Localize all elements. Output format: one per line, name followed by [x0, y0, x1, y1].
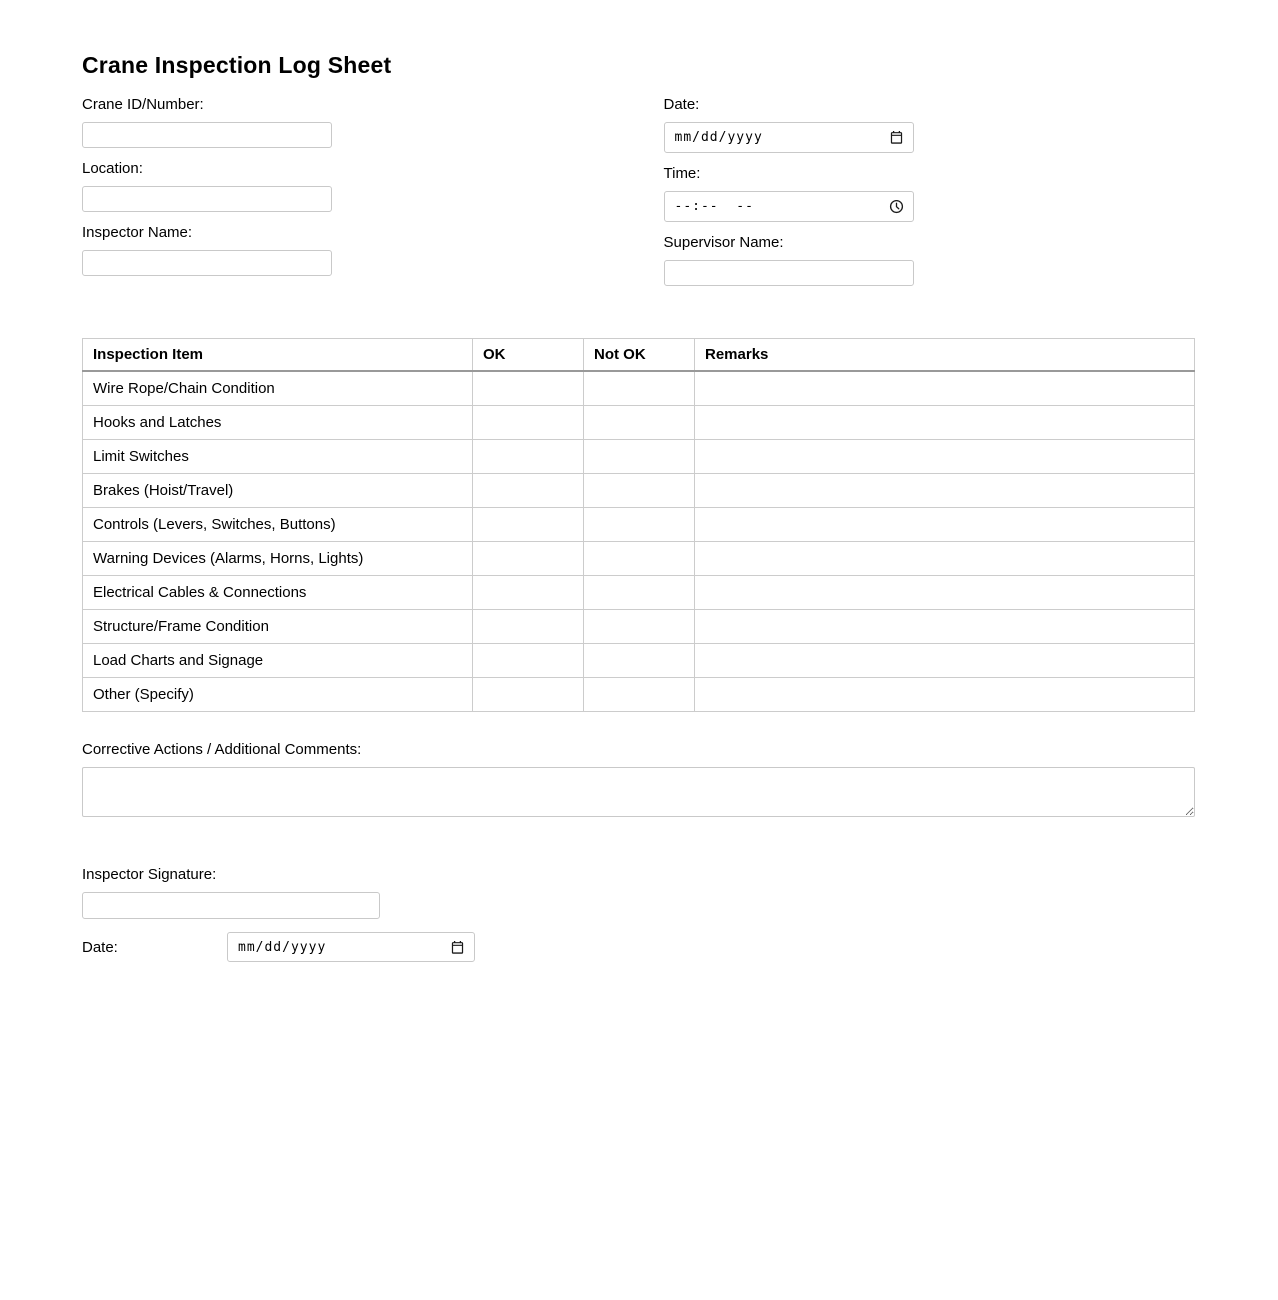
not-ok-cell: [584, 644, 695, 678]
footer-date-row: [82, 932, 1195, 962]
not-ok-cell: [584, 542, 695, 576]
not-ok-cell: [584, 678, 695, 712]
table-row: [83, 610, 1195, 644]
ok-cell: [473, 508, 584, 542]
column-header-inspection-item: Inspection Item: [83, 339, 473, 372]
table-row: [83, 371, 1195, 406]
ok-cell: [473, 371, 584, 406]
remarks-cell: [695, 644, 1195, 678]
inspection-item-cell: Hooks and Latches: [83, 406, 473, 440]
ok-cell: [473, 644, 584, 678]
clock-icon[interactable]: [889, 199, 904, 214]
footer-date-label: Date:: [82, 938, 118, 956]
inspector-name-field: [82, 224, 614, 276]
table-row: [83, 576, 1195, 610]
inspection-item-cell: Limit Switches: [83, 440, 473, 474]
crane-id-input[interactable]: [82, 122, 332, 148]
not-ok-cell: [584, 474, 695, 508]
crane-id-field: [82, 96, 614, 148]
date-placeholder: mm/dd/yyyy: [674, 130, 763, 145]
ok-cell: [473, 678, 584, 712]
remarks-cell: [695, 678, 1195, 712]
location-field: [82, 160, 614, 212]
calendar-icon[interactable]: [450, 940, 465, 955]
remarks-cell: [695, 508, 1195, 542]
ok-cell: [473, 576, 584, 610]
header-form-right-column: [664, 96, 1196, 298]
page-title: Crane Inspection Log Sheet: [82, 52, 392, 78]
date-input[interactable]: [664, 122, 914, 153]
column-header-not-ok: Not OK: [584, 339, 695, 372]
not-ok-cell: [584, 440, 695, 474]
date-field: [664, 96, 1196, 153]
inspection-item-cell: Wire Rope/Chain Condition: [83, 371, 473, 406]
ok-cell: [473, 610, 584, 644]
location-label: Location:: [82, 160, 143, 177]
not-ok-cell: [584, 610, 695, 644]
comments-section: [82, 741, 1195, 822]
ok-cell: [473, 542, 584, 576]
time-input[interactable]: [664, 191, 914, 222]
inspection-item-cell: Structure/Frame Condition: [83, 610, 473, 644]
inspection-item-cell: Warning Devices (Alarms, Horns, Lights): [83, 542, 473, 576]
not-ok-cell: [584, 371, 695, 406]
comments-textarea[interactable]: [82, 767, 1195, 817]
header-form-left-column: [82, 96, 614, 298]
column-header-remarks: Remarks: [695, 339, 1195, 372]
table-row: [83, 678, 1195, 712]
table-row: [83, 508, 1195, 542]
remarks-cell: [695, 474, 1195, 508]
inspection-item-cell: Other (Specify): [83, 678, 473, 712]
inspection-table-body: [83, 371, 1195, 712]
table-row: [83, 542, 1195, 576]
time-field: [664, 165, 1196, 222]
time-placeholder: --:-- --: [674, 199, 754, 214]
remarks-cell: [695, 371, 1195, 406]
table-row: [83, 644, 1195, 678]
ok-cell: [473, 440, 584, 474]
remarks-cell: [695, 576, 1195, 610]
table-row: [83, 406, 1195, 440]
inspection-item-cell: Electrical Cables & Connections: [83, 576, 473, 610]
column-header-ok: OK: [473, 339, 584, 372]
ok-cell: [473, 474, 584, 508]
calendar-icon[interactable]: [889, 130, 904, 145]
inspection-table: [82, 338, 1195, 712]
inspector-name-label: Inspector Name:: [82, 224, 193, 241]
remarks-cell: [695, 542, 1195, 576]
ok-cell: [473, 406, 584, 440]
supervisor-name-field: [664, 234, 1196, 286]
signature-label: Inspector Signature:: [82, 866, 217, 883]
signature-section: [82, 866, 1195, 919]
table-row: [83, 474, 1195, 508]
remarks-cell: [695, 406, 1195, 440]
inspection-item-cell: Load Charts and Signage: [83, 644, 473, 678]
time-label: Time:: [663, 165, 701, 182]
date-label: Date:: [663, 96, 700, 113]
location-input[interactable]: [82, 186, 332, 212]
comments-label: Corrective Actions / Additional Comments:: [82, 741, 362, 758]
crane-id-label: Crane ID/Number:: [82, 96, 204, 113]
inspection-item-cell: Brakes (Hoist/Travel): [83, 474, 473, 508]
inspection-item-cell: Controls (Levers, Switches, Buttons): [83, 508, 473, 542]
header-form: [82, 96, 1195, 298]
inspection-table-header: [83, 339, 1195, 372]
inspector-name-input[interactable]: [82, 250, 332, 276]
footer-date-input[interactable]: [227, 932, 475, 962]
not-ok-cell: [584, 576, 695, 610]
footer-date-placeholder: mm/dd/yyyy: [238, 939, 327, 955]
not-ok-cell: [584, 406, 695, 440]
signature-input[interactable]: [82, 892, 380, 919]
table-row: [83, 440, 1195, 474]
remarks-cell: [695, 610, 1195, 644]
supervisor-name-label: Supervisor Name:: [663, 234, 784, 251]
remarks-cell: [695, 440, 1195, 474]
supervisor-name-input[interactable]: [664, 260, 914, 286]
not-ok-cell: [584, 508, 695, 542]
